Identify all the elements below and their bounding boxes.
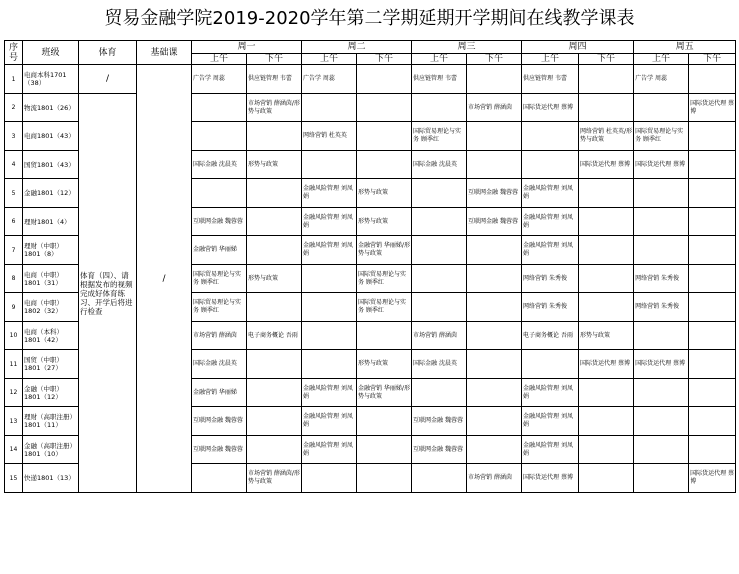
course-cell <box>689 236 736 265</box>
course-cell: 互联网金融 魏蓉蓉 <box>467 208 522 236</box>
class-name: 理财（高职注册）1801（11） <box>23 407 79 436</box>
course-cell <box>192 94 247 122</box>
course-cell <box>689 151 736 179</box>
course-cell <box>357 407 412 436</box>
course-cell: 网络营销 杜英英/形势与政策 <box>579 122 634 151</box>
course-cell: 国际金融 沈晨英 <box>412 350 467 379</box>
course-cell <box>522 122 579 151</box>
course-cell <box>689 179 736 208</box>
course-cell <box>634 236 689 265</box>
course-cell <box>302 151 357 179</box>
row-number: 2 <box>5 94 23 122</box>
header-pm: 下午 <box>467 54 522 65</box>
course-cell: 金融风险管理 刘凤娟 <box>522 379 579 407</box>
course-cell <box>412 293 467 322</box>
course-cell <box>634 436 689 464</box>
header-pm: 下午 <box>357 54 412 65</box>
course-cell <box>579 464 634 493</box>
class-name: 金融（高职注册）1801（10） <box>23 436 79 464</box>
course-cell: 金融营销 华丽娣/形势与政策 <box>357 236 412 265</box>
course-cell <box>467 322 522 350</box>
course-cell <box>247 407 302 436</box>
course-cell: 形势与政策 <box>247 151 302 179</box>
course-cell <box>357 94 412 122</box>
pe-note-cell: 体育（四）、请根据发布的视频完成好体育练习、开学后将进行检查 <box>79 94 137 493</box>
row-number: 15 <box>5 464 23 493</box>
schedule-table <box>4 40 736 493</box>
course-cell <box>467 236 522 265</box>
course-cell: 金融风险管理 刘凤娟 <box>302 236 357 265</box>
course-cell <box>192 122 247 151</box>
course-cell <box>579 407 634 436</box>
course-cell <box>467 350 522 379</box>
course-cell <box>412 379 467 407</box>
course-cell: 金融风险管理 刘凤娟 <box>302 179 357 208</box>
course-cell <box>247 179 302 208</box>
course-cell <box>579 65 634 94</box>
course-cell: 供应链管理 韦蕾 <box>412 65 467 94</box>
row-number: 3 <box>5 122 23 151</box>
course-cell <box>634 208 689 236</box>
row-number: 5 <box>5 179 23 208</box>
course-cell <box>412 236 467 265</box>
course-cell <box>689 379 736 407</box>
course-cell <box>302 322 357 350</box>
course-cell: 国际货运代理 蔡博 <box>522 464 579 493</box>
course-cell <box>302 464 357 493</box>
course-cell: 互联网金融 魏蓉蓉 <box>467 179 522 208</box>
course-cell <box>357 322 412 350</box>
course-cell: 国际贸易理论与实务 顾季红 <box>357 265 412 293</box>
course-cell: 国际贸易理论与实务 顾季红 <box>412 122 467 151</box>
course-cell: 国际金融 沈晨英 <box>192 151 247 179</box>
course-cell: 国际贸易理论与实务 顾季红 <box>192 293 247 322</box>
course-cell <box>522 151 579 179</box>
course-cell: 国际贸易理论与实务 顾季红 <box>357 293 412 322</box>
course-cell <box>467 65 522 94</box>
header-day-thu: 周四 <box>522 41 634 54</box>
header-am: 上午 <box>302 54 357 65</box>
class-name: 电商1801（43） <box>23 122 79 151</box>
course-cell: 网络营销 朱秀俊 <box>522 265 579 293</box>
course-cell: 国际货运代理 蔡博 <box>579 350 634 379</box>
course-cell <box>579 236 634 265</box>
row-number: 6 <box>5 208 23 236</box>
course-cell: 国际贸易理论与实务 顾季红 <box>634 122 689 151</box>
course-cell <box>689 265 736 293</box>
course-cell <box>579 94 634 122</box>
course-cell <box>579 208 634 236</box>
course-cell <box>634 94 689 122</box>
header-am: 上午 <box>192 54 247 65</box>
course-cell: 网络营销 杜英英 <box>302 122 357 151</box>
class-name: 电商本科1701（38） <box>23 65 79 94</box>
header-am: 上午 <box>412 54 467 65</box>
course-cell <box>247 379 302 407</box>
class-name: 国贸1801（43） <box>23 151 79 179</box>
course-cell <box>689 122 736 151</box>
course-cell <box>412 208 467 236</box>
course-cell <box>689 436 736 464</box>
course-cell <box>689 407 736 436</box>
table-row <box>5 65 736 94</box>
course-cell <box>634 407 689 436</box>
class-name: 电商（中职）1802（32） <box>23 293 79 322</box>
course-cell <box>467 122 522 151</box>
row-number: 1 <box>5 65 23 94</box>
course-cell <box>192 179 247 208</box>
course-cell: 金融风险管理 刘凤娟 <box>302 407 357 436</box>
course-cell: 国际货运代理 蔡博 <box>522 94 579 122</box>
course-cell: 形势与政策 <box>247 265 302 293</box>
course-cell: 电子商务概论 吾雨 <box>522 322 579 350</box>
course-cell: 供应链管理 韦蕾 <box>247 65 302 94</box>
course-cell <box>579 179 634 208</box>
course-cell <box>357 122 412 151</box>
course-cell: 金融营销 华丽娣 <box>192 236 247 265</box>
course-cell <box>357 464 412 493</box>
course-cell: 形势与政策 <box>357 350 412 379</box>
course-cell: 广告学 周蕊 <box>302 65 357 94</box>
course-cell: 国际金融 沈晨英 <box>192 350 247 379</box>
course-cell: 互联网金融 魏蓉蓉 <box>192 208 247 236</box>
course-cell <box>412 94 467 122</box>
course-cell: 国际货运代理 蔡博 <box>634 151 689 179</box>
course-cell <box>467 293 522 322</box>
course-cell <box>247 350 302 379</box>
row-number: 10 <box>5 322 23 350</box>
header-day-mon: 周一 <box>192 41 302 54</box>
course-cell <box>634 379 689 407</box>
course-cell: 网络营销 朱秀俊 <box>522 293 579 322</box>
course-cell <box>247 293 302 322</box>
class-name: 国贸（中职）1801（27） <box>23 350 79 379</box>
row-number: 4 <box>5 151 23 179</box>
course-cell <box>302 94 357 122</box>
class-name: 快递1801（13） <box>23 464 79 493</box>
header-seq: 序号 <box>5 41 23 65</box>
schedule-body <box>5 65 736 493</box>
course-cell <box>467 151 522 179</box>
course-cell <box>467 407 522 436</box>
course-cell <box>689 322 736 350</box>
course-cell <box>412 179 467 208</box>
course-cell <box>247 236 302 265</box>
course-cell: 互联网金融 魏蓉蓉 <box>192 436 247 464</box>
course-cell <box>302 265 357 293</box>
header-class: 班级 <box>23 41 79 65</box>
course-cell <box>302 350 357 379</box>
course-cell: 金融风险管理 刘凤娟 <box>302 379 357 407</box>
course-cell <box>579 265 634 293</box>
course-cell <box>689 208 736 236</box>
course-cell: 市场营销 薛涵茵 <box>467 464 522 493</box>
course-cell <box>357 436 412 464</box>
course-cell: 互联网金融 魏蓉蓉 <box>412 407 467 436</box>
class-name: 理财1801（4） <box>23 208 79 236</box>
class-name: 金融（中职）1801（12） <box>23 379 79 407</box>
course-cell: 市场营销 薛涵茵 <box>467 94 522 122</box>
course-cell: 金融风险管理 刘凤娟 <box>522 208 579 236</box>
course-cell <box>247 436 302 464</box>
course-cell <box>689 293 736 322</box>
course-cell: 供应链管理 韦蕾 <box>522 65 579 94</box>
course-cell: 互联网金融 魏蓉蓉 <box>412 436 467 464</box>
course-cell: 广告学 周蕊 <box>192 65 247 94</box>
course-cell <box>412 464 467 493</box>
course-cell: 金融风险管理 刘凤娟 <box>522 407 579 436</box>
header-day-tue: 周二 <box>302 41 412 54</box>
course-cell <box>579 436 634 464</box>
basic-course-cell: / <box>137 65 192 493</box>
header-am: 上午 <box>634 54 689 65</box>
course-cell <box>634 179 689 208</box>
header-day-wed: 周三 <box>412 41 522 54</box>
header-day-fri: 周五 <box>634 41 736 54</box>
course-cell <box>357 151 412 179</box>
row-number: 14 <box>5 436 23 464</box>
course-cell <box>302 293 357 322</box>
header-pm: 下午 <box>689 54 736 65</box>
course-cell <box>522 350 579 379</box>
course-cell: 市场营销 薛涵茵 <box>412 322 467 350</box>
course-cell: 形势与政策 <box>357 208 412 236</box>
course-cell: 形势与政策 <box>579 322 634 350</box>
row-number: 11 <box>5 350 23 379</box>
course-cell: 网络营销 朱秀俊 <box>634 293 689 322</box>
course-cell <box>689 65 736 94</box>
class-name: 物流1801（26） <box>23 94 79 122</box>
course-cell: 互联网金融 魏蓉蓉 <box>192 407 247 436</box>
pe-first-cell: / <box>79 65 137 94</box>
course-cell: 电子商务概论 吾雨 <box>247 322 302 350</box>
course-cell: 金融风险管理 刘凤娟 <box>302 436 357 464</box>
course-cell <box>357 65 412 94</box>
class-name: 电商（中职）1801（31） <box>23 265 79 293</box>
row-number: 7 <box>5 236 23 265</box>
header-pm: 下午 <box>579 54 634 65</box>
row-number: 13 <box>5 407 23 436</box>
header-pe: 体育 <box>79 41 137 65</box>
course-cell: 国际货运代理 蔡博 <box>579 151 634 179</box>
row-number: 9 <box>5 293 23 322</box>
course-cell: 金融营销 华丽娣/形势与政策 <box>357 379 412 407</box>
row-number: 12 <box>5 379 23 407</box>
course-cell: 国际贸易理论与实务 顾季红 <box>192 265 247 293</box>
class-name: 金融1801（12） <box>23 179 79 208</box>
row-number: 8 <box>5 265 23 293</box>
course-cell <box>467 436 522 464</box>
course-cell <box>412 265 467 293</box>
course-cell <box>247 208 302 236</box>
course-cell: 国际货运代理 蔡博 <box>634 350 689 379</box>
table-row <box>5 94 736 122</box>
course-cell <box>634 464 689 493</box>
course-cell: 国际金融 沈晨英 <box>412 151 467 179</box>
course-cell: 金融风险管理 刘凤娟 <box>522 436 579 464</box>
class-name: 理财（中职）1801（8） <box>23 236 79 265</box>
course-cell: 金融风险管理 刘凤娟 <box>522 179 579 208</box>
course-cell: 国际货运代理 蔡博 <box>689 464 736 493</box>
course-cell: 国际货运代理 蔡博 <box>689 94 736 122</box>
page-title: 贸易金融学院2019-2020学年第二学期延期开学期间在线教学课表 <box>104 8 635 29</box>
header-basic: 基础课 <box>137 41 192 65</box>
header-pm: 下午 <box>247 54 302 65</box>
course-cell <box>467 265 522 293</box>
course-cell: 形势与政策 <box>357 179 412 208</box>
course-cell <box>689 350 736 379</box>
course-cell: 金融风险管理 刘凤娟 <box>302 208 357 236</box>
course-cell <box>579 293 634 322</box>
course-cell: 网络营销 朱秀俊 <box>634 265 689 293</box>
course-cell: 市场营销 薛涵茵/形势与政策 <box>247 464 302 493</box>
course-cell <box>192 464 247 493</box>
header-am: 上午 <box>522 54 579 65</box>
course-cell: 市场营销 薛涵茵 <box>192 322 247 350</box>
course-cell <box>247 122 302 151</box>
course-cell: 金融风险管理 刘凤娟 <box>522 236 579 265</box>
course-cell <box>467 379 522 407</box>
course-cell: 广告学 周蕊 <box>634 65 689 94</box>
course-cell: 市场营销 薛涵茵/形势与政策 <box>247 94 302 122</box>
course-cell: 金融营销 华丽娣 <box>192 379 247 407</box>
class-name: 电商（本科）1801（42） <box>23 322 79 350</box>
course-cell <box>634 322 689 350</box>
course-cell <box>579 379 634 407</box>
